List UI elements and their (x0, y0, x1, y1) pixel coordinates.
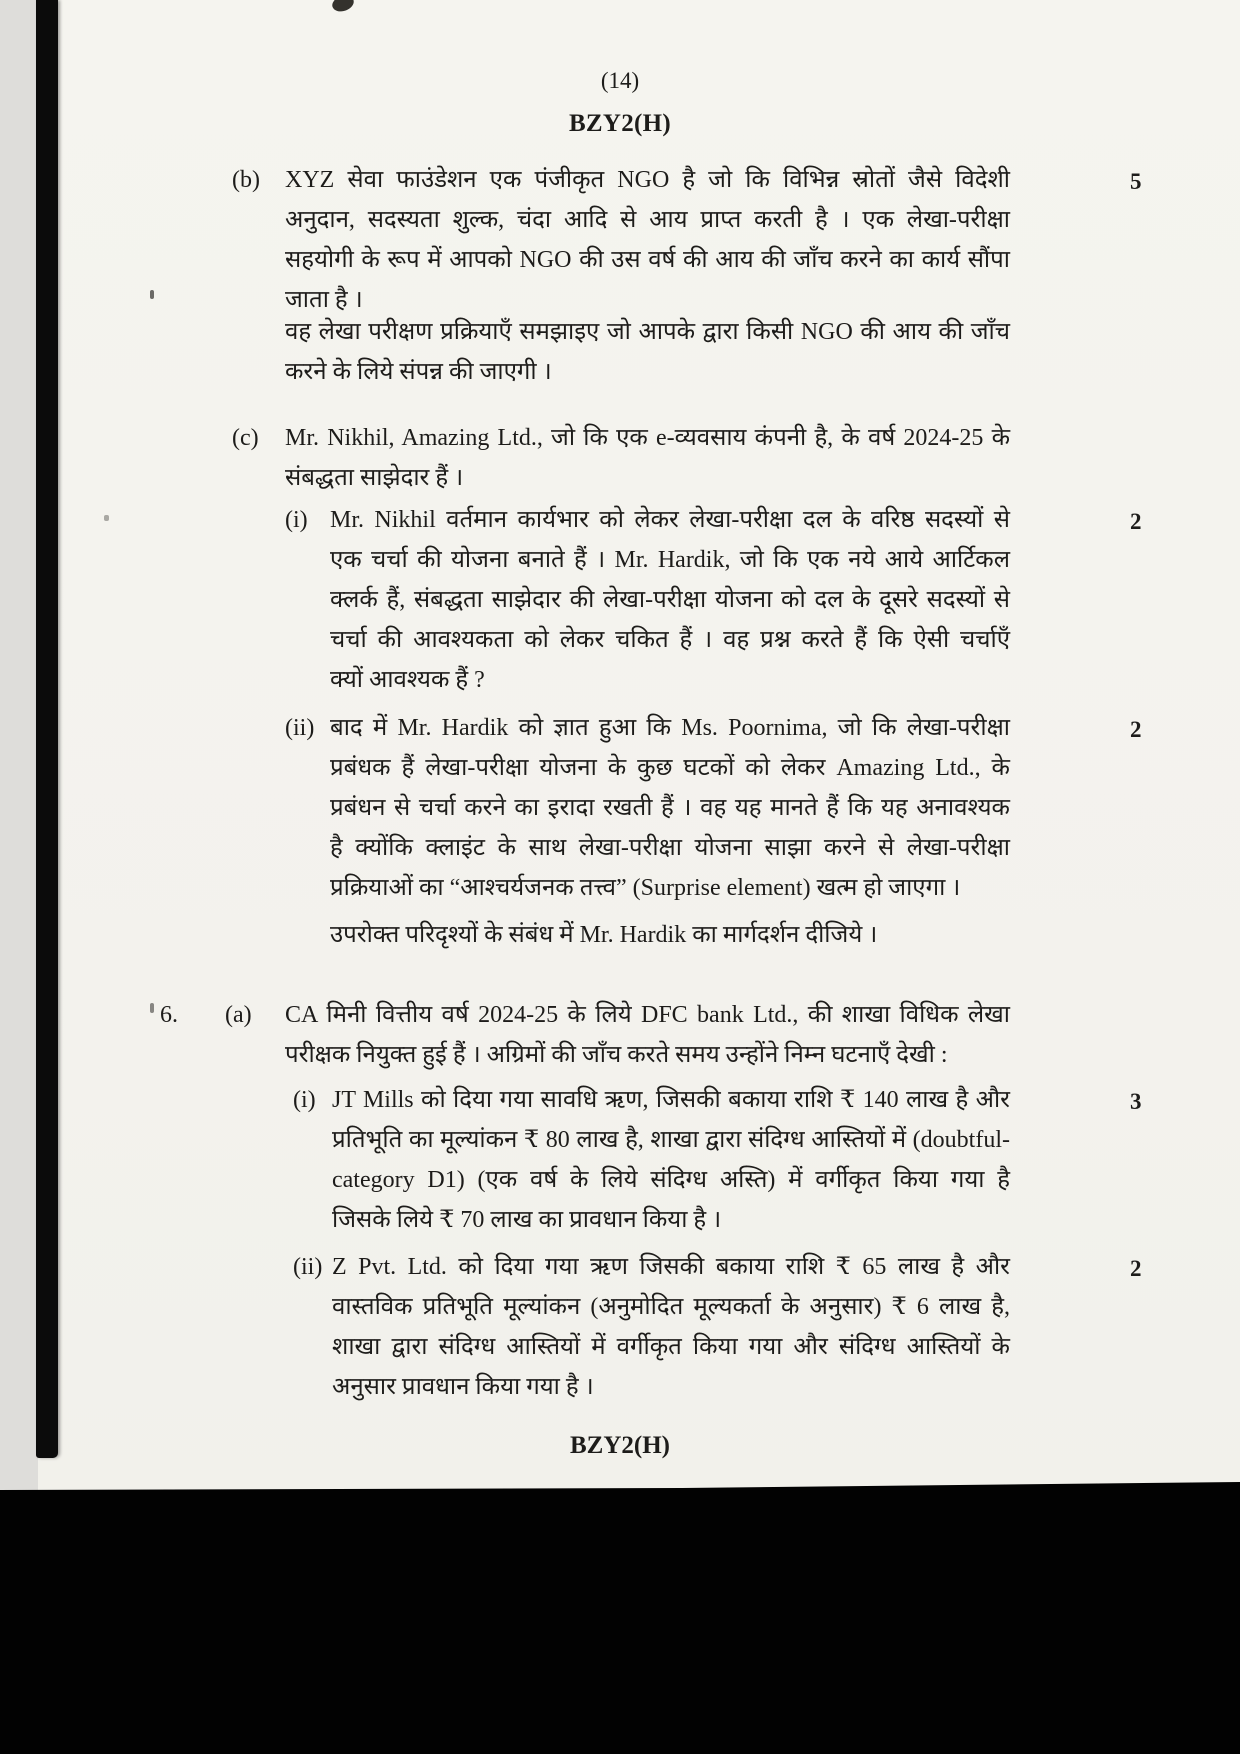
question-b-paragraph-1 (285, 160, 1010, 320)
text-line: प्रक्रियाओं का “आश्चर्यजनक तत्त्व” (Surprise element) खत्म हो जाएगा । (330, 875, 961, 901)
scan-speck (104, 515, 109, 521)
item-i-text (330, 500, 1010, 700)
scan-bottom-black-area (0, 1481, 1240, 1754)
binding-shadow-strip (36, 0, 58, 1458)
scanner-margin (0, 0, 38, 1492)
paper-code-footer: BZY2(H) (570, 1432, 670, 1459)
marks-badge: 2 (1130, 1256, 1142, 1281)
question-b-paragraph-2 (285, 312, 1010, 392)
item-i-text (332, 1080, 1010, 1240)
question-c-item-ii (285, 708, 1142, 908)
marks-badge: 5 (1130, 169, 1142, 194)
question-c-intro (285, 418, 1010, 498)
question-b-label: (b) (232, 167, 260, 193)
text-line: category D1) (एक वर्ष के लिये संदिग्ध अस्ति) में वर्गीकृत किया गया है (332, 1167, 1010, 1193)
question-c (232, 418, 1010, 498)
text-line: वास्तविक प्रतिभूति मूल्यांकन (अनुमोदित मूल्यकर्ता के अनुसार) ₹ 6 लाख है, (332, 1294, 1010, 1320)
text-line: Mr. Nikhil, Amazing Ltd., जो कि एक e-व्यवसाय कंपनी है, के वर्ष 2024-25 के (285, 425, 1010, 451)
question-b (232, 160, 1142, 320)
text-line: अनुदान, सदस्यता शुल्क, चंदा आदि से आय प्राप्त करती है । एक लेखा-परीक्षा (285, 207, 1010, 233)
text-line: उपरोक्त परिदृश्यों के संबंध में Mr. Hardik का मार्गदर्शन दीजिये । (330, 922, 878, 948)
text-line: जाता है । (285, 287, 363, 313)
text-line: प्रबंधक हैं लेखा-परीक्षा योजना के कुछ घटकों को लेकर Amazing Ltd., के (330, 755, 1010, 781)
text-line: CA मिनी वित्तीय वर्ष 2024-25 के लिये DFC bank Ltd., की शाखा विधिक लेखा (285, 1002, 1010, 1028)
question-c-item-i (285, 500, 1142, 700)
text-line: प्रतिभूति का मूल्यांकन ₹ 80 लाख है, शाखा द्वारा संदिग्ध आस्तियों में (doubtful- (332, 1127, 1010, 1153)
text-line: शाखा द्वारा संदिग्ध आस्तियों में वर्गीकृत किया गया और संदिग्ध आस्तियों के (332, 1334, 1010, 1360)
text-line: वह लेखा परीक्षण प्रक्रियाएँ समझाइए जो आपके द्वारा किसी NGO की आय की जाँच (285, 319, 1010, 345)
scan-speck (150, 1003, 154, 1013)
text-line: करने के लिये संपन्न की जाएगी । (285, 359, 552, 385)
text-line: Mr. Nikhil वर्तमान कार्यभार को लेकर लेखा-परीक्षा दल के वरिष्ठ सदस्यों से (330, 507, 1010, 533)
text-line: क्लर्क हैं, संबद्धता साझेदार की लेखा-परीक्षा योजना को दल के दूसरे सदस्यों से (330, 587, 1010, 613)
question-6a-label: (a) (225, 1002, 252, 1028)
text-line: चर्चा की आवश्यकता को लेकर चकित हैं । वह प्रश्न करते हैं कि ऐसी चर्चाएँ (330, 627, 1010, 653)
text-line: JT Mills को दिया गया सावधि ऋण, जिसकी बकाया राशि ₹ 140 लाख है और (332, 1087, 1010, 1113)
text-line: जिसके लिये ₹ 70 लाख का प्रावधान किया है । (332, 1207, 722, 1233)
item-ii-text (332, 1247, 1010, 1407)
text-line: Z Pvt. Ltd. को दिया गया ऋण जिसकी बकाया राशि ₹ 65 लाख है और (332, 1254, 1010, 1280)
text-line: क्यों आवश्यक हैं ? (330, 667, 485, 693)
marks-badge: 2 (1130, 509, 1142, 534)
item-ii-label: (ii) (285, 715, 315, 741)
text-line: XYZ सेवा फाउंडेशन एक पंजीकृत NGO है जो कि विभिन्न स्रोतों जैसे विदेशी (285, 167, 1010, 193)
text-line: है क्योंकि क्लाइंट के साथ लेखा-परीक्षा योजना साझा करने से लेखा-परीक्षा (330, 835, 1010, 861)
item-i-label: (i) (293, 1087, 316, 1113)
item-ii-label: (ii) (293, 1254, 323, 1280)
scan-smudge (330, 0, 356, 14)
text-line: बाद में Mr. Hardik को ज्ञात हुआ कि Ms. Poornima, जो कि लेखा-परीक्षा (330, 715, 1010, 741)
page-number: (14) (600, 68, 640, 93)
item-ii-text (330, 708, 1010, 908)
text-line: संबद्धता साझेदार हैं । (285, 465, 464, 491)
question-c-guidance-note (330, 915, 1010, 955)
paper-code-header: BZY2(H) (568, 110, 672, 137)
text-line: अनुसार प्रावधान किया गया है । (332, 1374, 594, 1400)
marks-badge: 3 (1130, 1089, 1142, 1114)
text-line: सहयोगी के रूप में आपको NGO की उस वर्ष की आय की जाँच करने का कार्य सौंपा (285, 247, 1010, 273)
text-line: एक चर्चा की योजना बनाते हैं । Mr. Hardik, जो कि एक नये आये आर्टिकल (330, 547, 1010, 573)
question-6a-item-i (293, 1080, 1142, 1240)
question-c-label: (c) (232, 425, 259, 451)
text-line: प्रबंधन से चर्चा करने का इरादा रखती हैं । वह यह मानते हैं कि यह अनावश्यक (330, 795, 1010, 821)
marks-badge: 2 (1130, 717, 1142, 742)
question-6 (160, 995, 1010, 1075)
text-line: परीक्षक नियुक्त हुई हैं । अग्रिमों की जाँच करते समय उन्होंने निम्न घटनाएँ देखी : (285, 1042, 948, 1068)
scan-speck (150, 290, 154, 299)
question-6a-intro (285, 995, 1010, 1075)
question-6a-item-ii (293, 1247, 1142, 1407)
item-i-label: (i) (285, 507, 308, 533)
question-6-number: 6. (160, 1002, 178, 1028)
